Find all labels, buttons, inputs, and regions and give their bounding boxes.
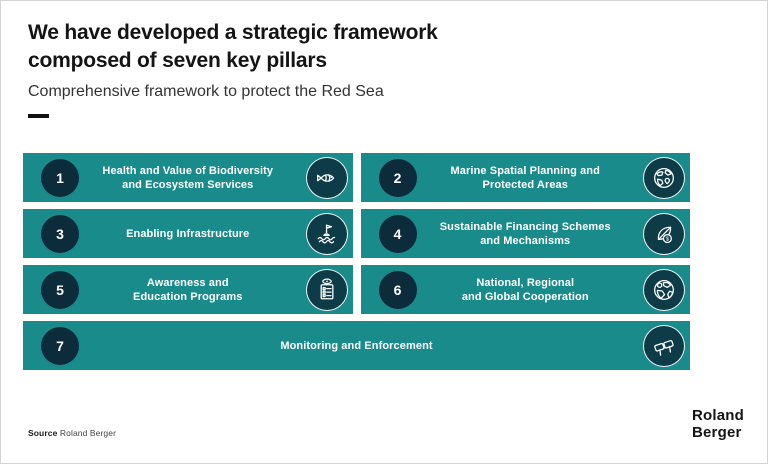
pillar-number-badge: 3 [41, 215, 79, 253]
leaf-finance-icon [643, 213, 685, 255]
pillar-label-line: Education Programs [133, 290, 243, 303]
pillar-bar [361, 265, 691, 314]
pillar-label-line: and Mechanisms [480, 234, 571, 247]
pillar-label-line: and Ecosystem Services [122, 178, 254, 191]
pillar-label [23, 265, 353, 314]
logo-line-2: Berger [691, 423, 742, 441]
pillar-label-line: Sustainable Financing Schemes [439, 220, 611, 233]
fish-icon [306, 157, 348, 199]
pillar-label-line: Monitoring and Enforcement [280, 339, 433, 352]
pillar-label-line: Health and Value of Biodiversity [102, 164, 274, 177]
pillar-bar [23, 153, 353, 202]
pillar-label-line: Marine Spatial Planning and [450, 164, 600, 177]
pillar-label [23, 321, 690, 370]
pillar-number-badge: 7 [41, 327, 79, 365]
checklist-eye-icon [306, 269, 348, 311]
pillar-number-badge: 1 [41, 159, 79, 197]
pillar-label-line: Protected Areas [482, 178, 568, 191]
source-label: Source [28, 428, 58, 438]
pillar-label [361, 153, 691, 202]
logo-line-1: Roland [691, 407, 744, 424]
pillar-number-badge: 2 [379, 159, 417, 197]
pillar-label [361, 265, 691, 314]
pillar-label [361, 209, 691, 258]
pillar-bar [361, 209, 691, 258]
pillar-number-badge: 5 [41, 271, 79, 309]
pillar-bar [23, 209, 353, 258]
binoculars-icon [643, 325, 685, 367]
roland-berger-logo [692, 408, 744, 441]
pillars-grid [23, 153, 690, 370]
pillar-label [23, 209, 353, 258]
pillar-label-line: Awareness and [146, 276, 229, 289]
globe-pin-icon [643, 157, 685, 199]
page-subtitle: Comprehensive framework to protect the Red Sea [28, 83, 384, 100]
pillar-label [23, 153, 353, 202]
buoy-icon [306, 213, 348, 255]
globe-cooperation-icon [643, 269, 685, 311]
pillar-number-badge: 4 [379, 215, 417, 253]
pillar-bar [23, 321, 690, 370]
page-title: We have developed a strategic framework composed of seven key pillars [28, 21, 438, 72]
pillar-label-line: and Global Cooperation [461, 290, 589, 303]
source-value: Roland Berger [59, 428, 117, 438]
pillar-number-badge: 6 [379, 271, 417, 309]
svg-text:$: $ [665, 236, 670, 243]
pillar-bar [23, 265, 353, 314]
slide-header [28, 19, 588, 118]
pillar-label-line: National, Regional [476, 276, 575, 289]
pillar-label-line: Enabling Infrastructure [126, 227, 250, 240]
title-underline-dash [28, 114, 49, 118]
pillar-bar [361, 153, 691, 202]
source-line [28, 428, 116, 438]
